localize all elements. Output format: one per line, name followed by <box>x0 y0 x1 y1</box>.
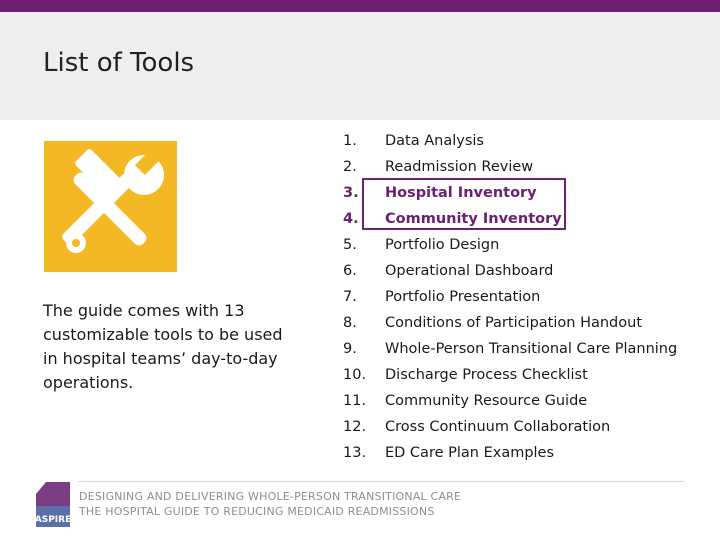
list-item-label: Cross Continuum Collaboration <box>385 419 611 435</box>
footer-divider <box>78 481 684 482</box>
list-item-label: Discharge Process Checklist <box>385 367 588 383</box>
list-item <box>0 157 720 183</box>
list-item-number: 12. <box>343 419 367 435</box>
aspire-logo <box>36 482 70 527</box>
list-item-label: Conditions of Participation Handout <box>385 315 642 331</box>
list-item-number: 8. <box>343 315 357 331</box>
list-item-label: ED Care Plan Examples <box>385 445 555 461</box>
list-item-number: 2. <box>343 159 357 175</box>
list-item <box>0 183 720 209</box>
list-item-number: 3. <box>343 185 359 201</box>
highlight-box <box>362 178 566 230</box>
list-item-number: 6. <box>343 263 357 279</box>
list-item <box>0 339 720 365</box>
list-item <box>0 391 720 417</box>
footer-title: DESIGNING AND DELIVERING WHOLE-PERSON TRANSITIONAL CARE <box>79 490 462 503</box>
list-item-number: 9. <box>343 341 357 357</box>
list-item-label: Portfolio Design <box>385 237 500 253</box>
list-item-number: 7. <box>343 289 357 305</box>
list-item-label: Readmission Review <box>385 159 534 175</box>
list-item-label: Hospital Inventory <box>385 185 537 201</box>
list-item-number: 11. <box>343 393 367 409</box>
list-item-label: Data Analysis <box>385 133 484 149</box>
page-title: List of Tools <box>43 48 195 78</box>
list-item <box>0 287 720 313</box>
list-item-label: Community Resource Guide <box>385 393 588 409</box>
list-item <box>0 235 720 261</box>
list-item <box>0 417 720 443</box>
list-item-number: 5. <box>343 237 357 253</box>
list-item <box>0 131 720 157</box>
list-item-label: Portfolio Presentation <box>385 289 541 305</box>
list-item-label: Whole-Person Transitional Care Planning <box>385 341 678 357</box>
top-accent-bar <box>0 0 720 12</box>
intro-text: The guide comes with 13 customizable tools to be used in hospital teams’ day-to-day operations. <box>43 301 283 392</box>
list-item <box>0 365 720 391</box>
list-item-label: Community Inventory <box>385 211 562 227</box>
list-item-label: Operational Dashboard <box>385 263 554 279</box>
list-item-number: 4. <box>343 211 359 227</box>
footer-subtitle: THE HOSPITAL GUIDE TO REDUCING MEDICAID READMISSIONS <box>79 505 435 518</box>
list-item-number: 1. <box>343 133 357 149</box>
list-item <box>0 261 720 287</box>
list-item <box>0 209 720 235</box>
list-item-number: 13. <box>343 445 367 461</box>
list-item <box>0 443 720 469</box>
list-item <box>0 313 720 339</box>
list-item-number: 10. <box>343 367 367 383</box>
svg-text:ASPIRE: ASPIRE <box>36 515 70 525</box>
